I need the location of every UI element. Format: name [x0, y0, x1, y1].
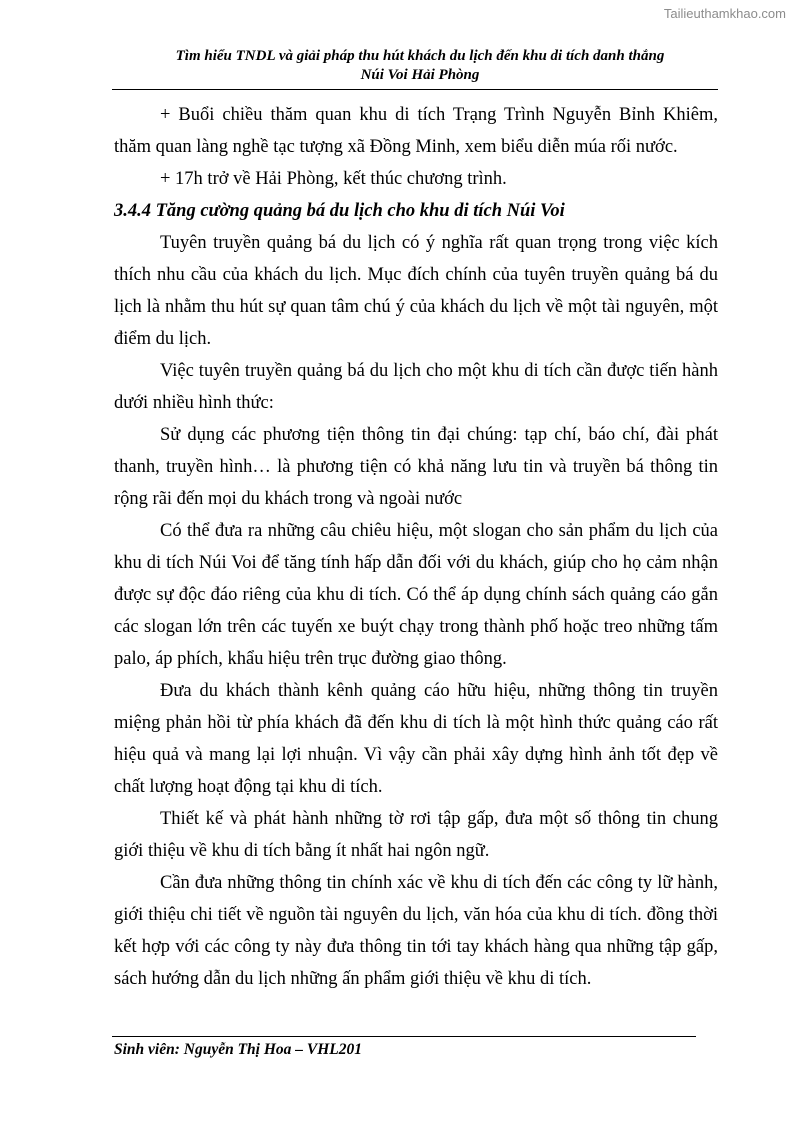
header-divider	[112, 89, 718, 90]
paragraph-2: + 17h trở về Hải Phòng, kết thúc chương trình.	[160, 169, 507, 189]
footer-divider	[112, 1036, 696, 1037]
paragraph-6: Có thể đưa ra những câu chiêu hiệu, một slogan cho sản phẩm du lịch của khu di tích Núi Voi để tăng tính hấp dẫn đối với du khách, giúp cho họ cảm nhận được sự độc đáo riêng của khu di tích. Có thể áp dụng chính sách quảng cáo gắn các slogan lớn trên các tuyến xe buýt chạy trong thành phố hoặc treo những tấm palo, áp phích, khẩu hiệu trên trục đường giao thông.	[114, 521, 718, 669]
watermark: Tailieuthamkhao.com	[663, 6, 786, 21]
page-footer: Sinh viên: Nguyễn Thị Hoa – VHL201	[114, 1041, 363, 1058]
paragraph-8: Thiết kế và phát hành những tờ rơi tập gấp, đưa một số thông tin chung giới thiệu về khu di tích bằng ít nhất hai ngôn ngữ.	[114, 809, 718, 861]
paragraph-3: Tuyên truyền quảng bá du lịch có ý nghĩa rất quan trọng trong việc kích thích nhu cầu của khách du lịch. Mục đích chính của tuyên truyền quảng bá du lịch là nhằm thu hút sự quan tâm chú ý của khách du lịch về một tài nguyên, một điểm du lịch.	[114, 233, 718, 349]
paragraph-7: Đưa du khách thành kênh quảng cáo hữu hiệu, những thông tin truyền miệng phản hồi từ phía khách đã đến khu di tích là một hình thức quảng cáo rất hiệu quả và mang lại lợi nhuận. Vì vậy cần phải xây dựng hình ảnh tốt đẹp về chất lượng hoạt động tại khu di tích.	[114, 681, 718, 797]
section-heading: 3.4.4 Tăng cường quảng bá du lịch cho khu di tích Núi Voi	[114, 201, 565, 221]
header-title-line-2: Núi Voi Hải Phòng	[360, 67, 480, 83]
header-title-line-1: Tìm hiểu TNDL và giải pháp thu hút khách du lịch đến khu di tích danh thắng	[175, 48, 665, 64]
paragraph-5: Sử dụng các phương tiện thông tin đại chúng: tạp chí, báo chí, đài phát thanh, truyền hình… là phương tiện có khả năng lưu tin và truyền bá thông tin rộng rãi đến mọi du khách trong và ngoài nước	[114, 425, 718, 509]
document-body	[114, 99, 718, 995]
paragraph-1: + Buổi chiều thăm quan khu di tích Trạng Trình Nguyễn Bỉnh Khiêm, thăm quan làng nghề tạc tượng xã Đồng Minh, xem biểu diễn múa rối nước.	[114, 105, 718, 157]
paragraph-4: Việc tuyên truyền quảng bá du lịch cho một khu di tích cần được tiến hành dưới nhiều hình thức:	[114, 361, 718, 413]
paragraph-9: Cần đưa những thông tin chính xác về khu di tích đến các công ty lữ hành, giới thiệu chi tiết về nguồn tài nguyên du lịch, văn hóa của khu di tích. đồng thời kết hợp với các công ty này đưa thông tin tới tay khách hàng qua những tập gấp, sách hướng dẫn du lịch những ấn phẩm giới thiệu về khu di tích.	[114, 873, 718, 989]
page-header	[110, 47, 730, 85]
